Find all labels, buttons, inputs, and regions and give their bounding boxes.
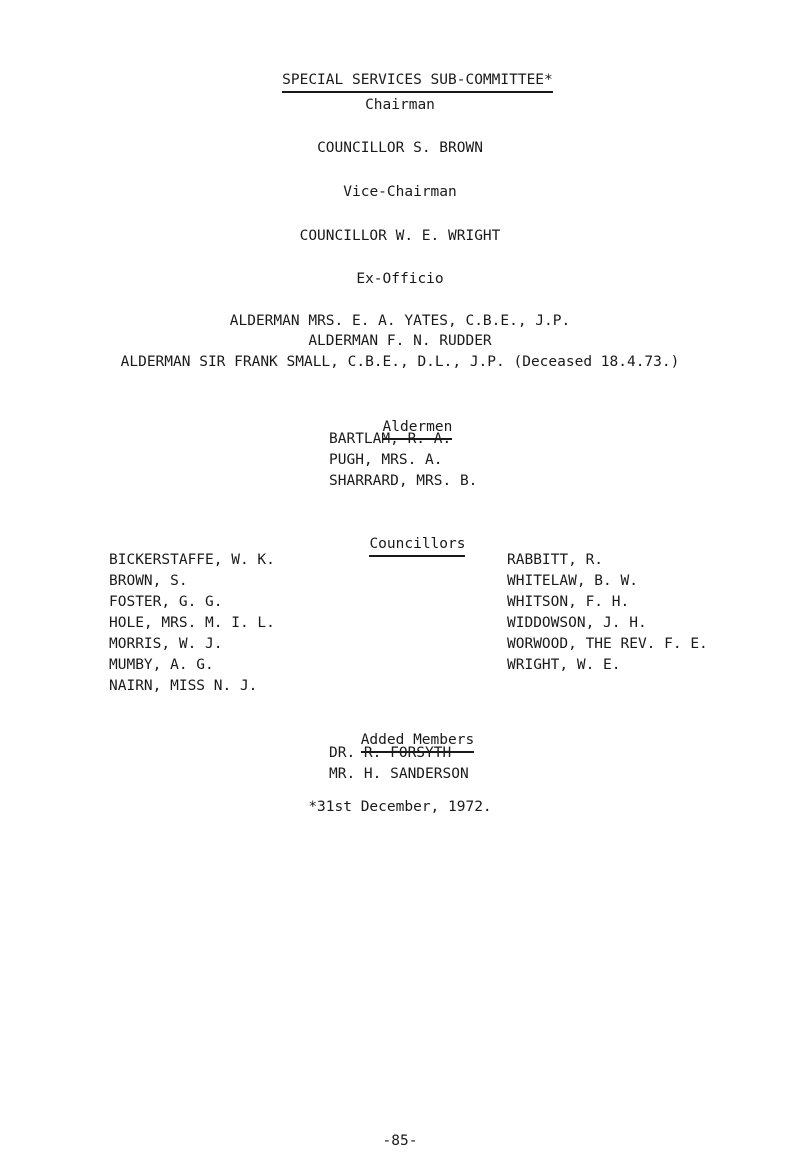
chairman-name: COUNCILLOR S. BROWN bbox=[317, 140, 483, 156]
aldermen-heading: Aldermen bbox=[383, 417, 453, 440]
aldermen-list bbox=[329, 429, 477, 492]
list-item: WRIGHT, W. E. bbox=[507, 657, 621, 673]
list-item: BROWN, S. bbox=[109, 573, 188, 589]
chairman-label: Chairman bbox=[365, 97, 435, 113]
page-title: SPECIAL SERVICES SUB-COMMITTEE* bbox=[282, 70, 553, 93]
list-item: RABBITT, R. bbox=[507, 552, 604, 568]
list-item: FOSTER, G. G. bbox=[109, 594, 223, 610]
list-item: WHITELAW, B. W. bbox=[507, 573, 638, 589]
list-item: BICKERSTAFFE, W. K. bbox=[109, 552, 275, 568]
list-item: WIDDOWSON, J. H. bbox=[507, 615, 647, 631]
vice-chairman-name: COUNCILLOR W. E. WRIGHT bbox=[299, 228, 501, 244]
list-item: MR. H. SANDERSON bbox=[329, 766, 469, 782]
ex-officio-member: ALDERMAN F. N. RUDDER bbox=[308, 333, 492, 349]
list-item: MUMBY, A. G. bbox=[109, 657, 214, 673]
list-item: DR. R. FORSYTH bbox=[329, 745, 452, 761]
ex-officio-member: ALDERMAN MRS. E. A. YATES, C.B.E., J.P. bbox=[229, 313, 571, 329]
councillors-heading: Councillors bbox=[369, 534, 465, 557]
ex-officio-label: Ex-Officio bbox=[356, 271, 444, 287]
ex-officio-member: ALDERMAN SIR FRANK SMALL, C.B.E., D.L., J.P. (Deceased 18.4.73.) bbox=[120, 354, 680, 370]
list-item: PUGH, MRS. A. bbox=[329, 452, 443, 468]
councillors-right-list bbox=[507, 550, 708, 676]
list-item: WHITSON, F. H. bbox=[507, 594, 630, 610]
councillors-left-list bbox=[109, 550, 275, 697]
vice-chairman-label: Vice-Chairman bbox=[343, 184, 457, 200]
list-item: SHARRARD, MRS. B. bbox=[329, 473, 478, 489]
list-item: HOLE, MRS. M. I. L. bbox=[109, 615, 275, 631]
list-item: WORWOOD, THE REV. F. E. bbox=[507, 636, 708, 652]
added-members-list bbox=[329, 743, 469, 785]
page-number: -85- bbox=[382, 1133, 418, 1149]
added-members-heading: Added Members bbox=[361, 730, 475, 753]
list-item: MORRIS, W. J. bbox=[109, 636, 223, 652]
footnote: *31st December, 1972. bbox=[308, 799, 492, 815]
list-item: BARTLAM, R. A. bbox=[329, 431, 452, 447]
list-item: NAIRN, MISS N. J. bbox=[109, 678, 258, 694]
